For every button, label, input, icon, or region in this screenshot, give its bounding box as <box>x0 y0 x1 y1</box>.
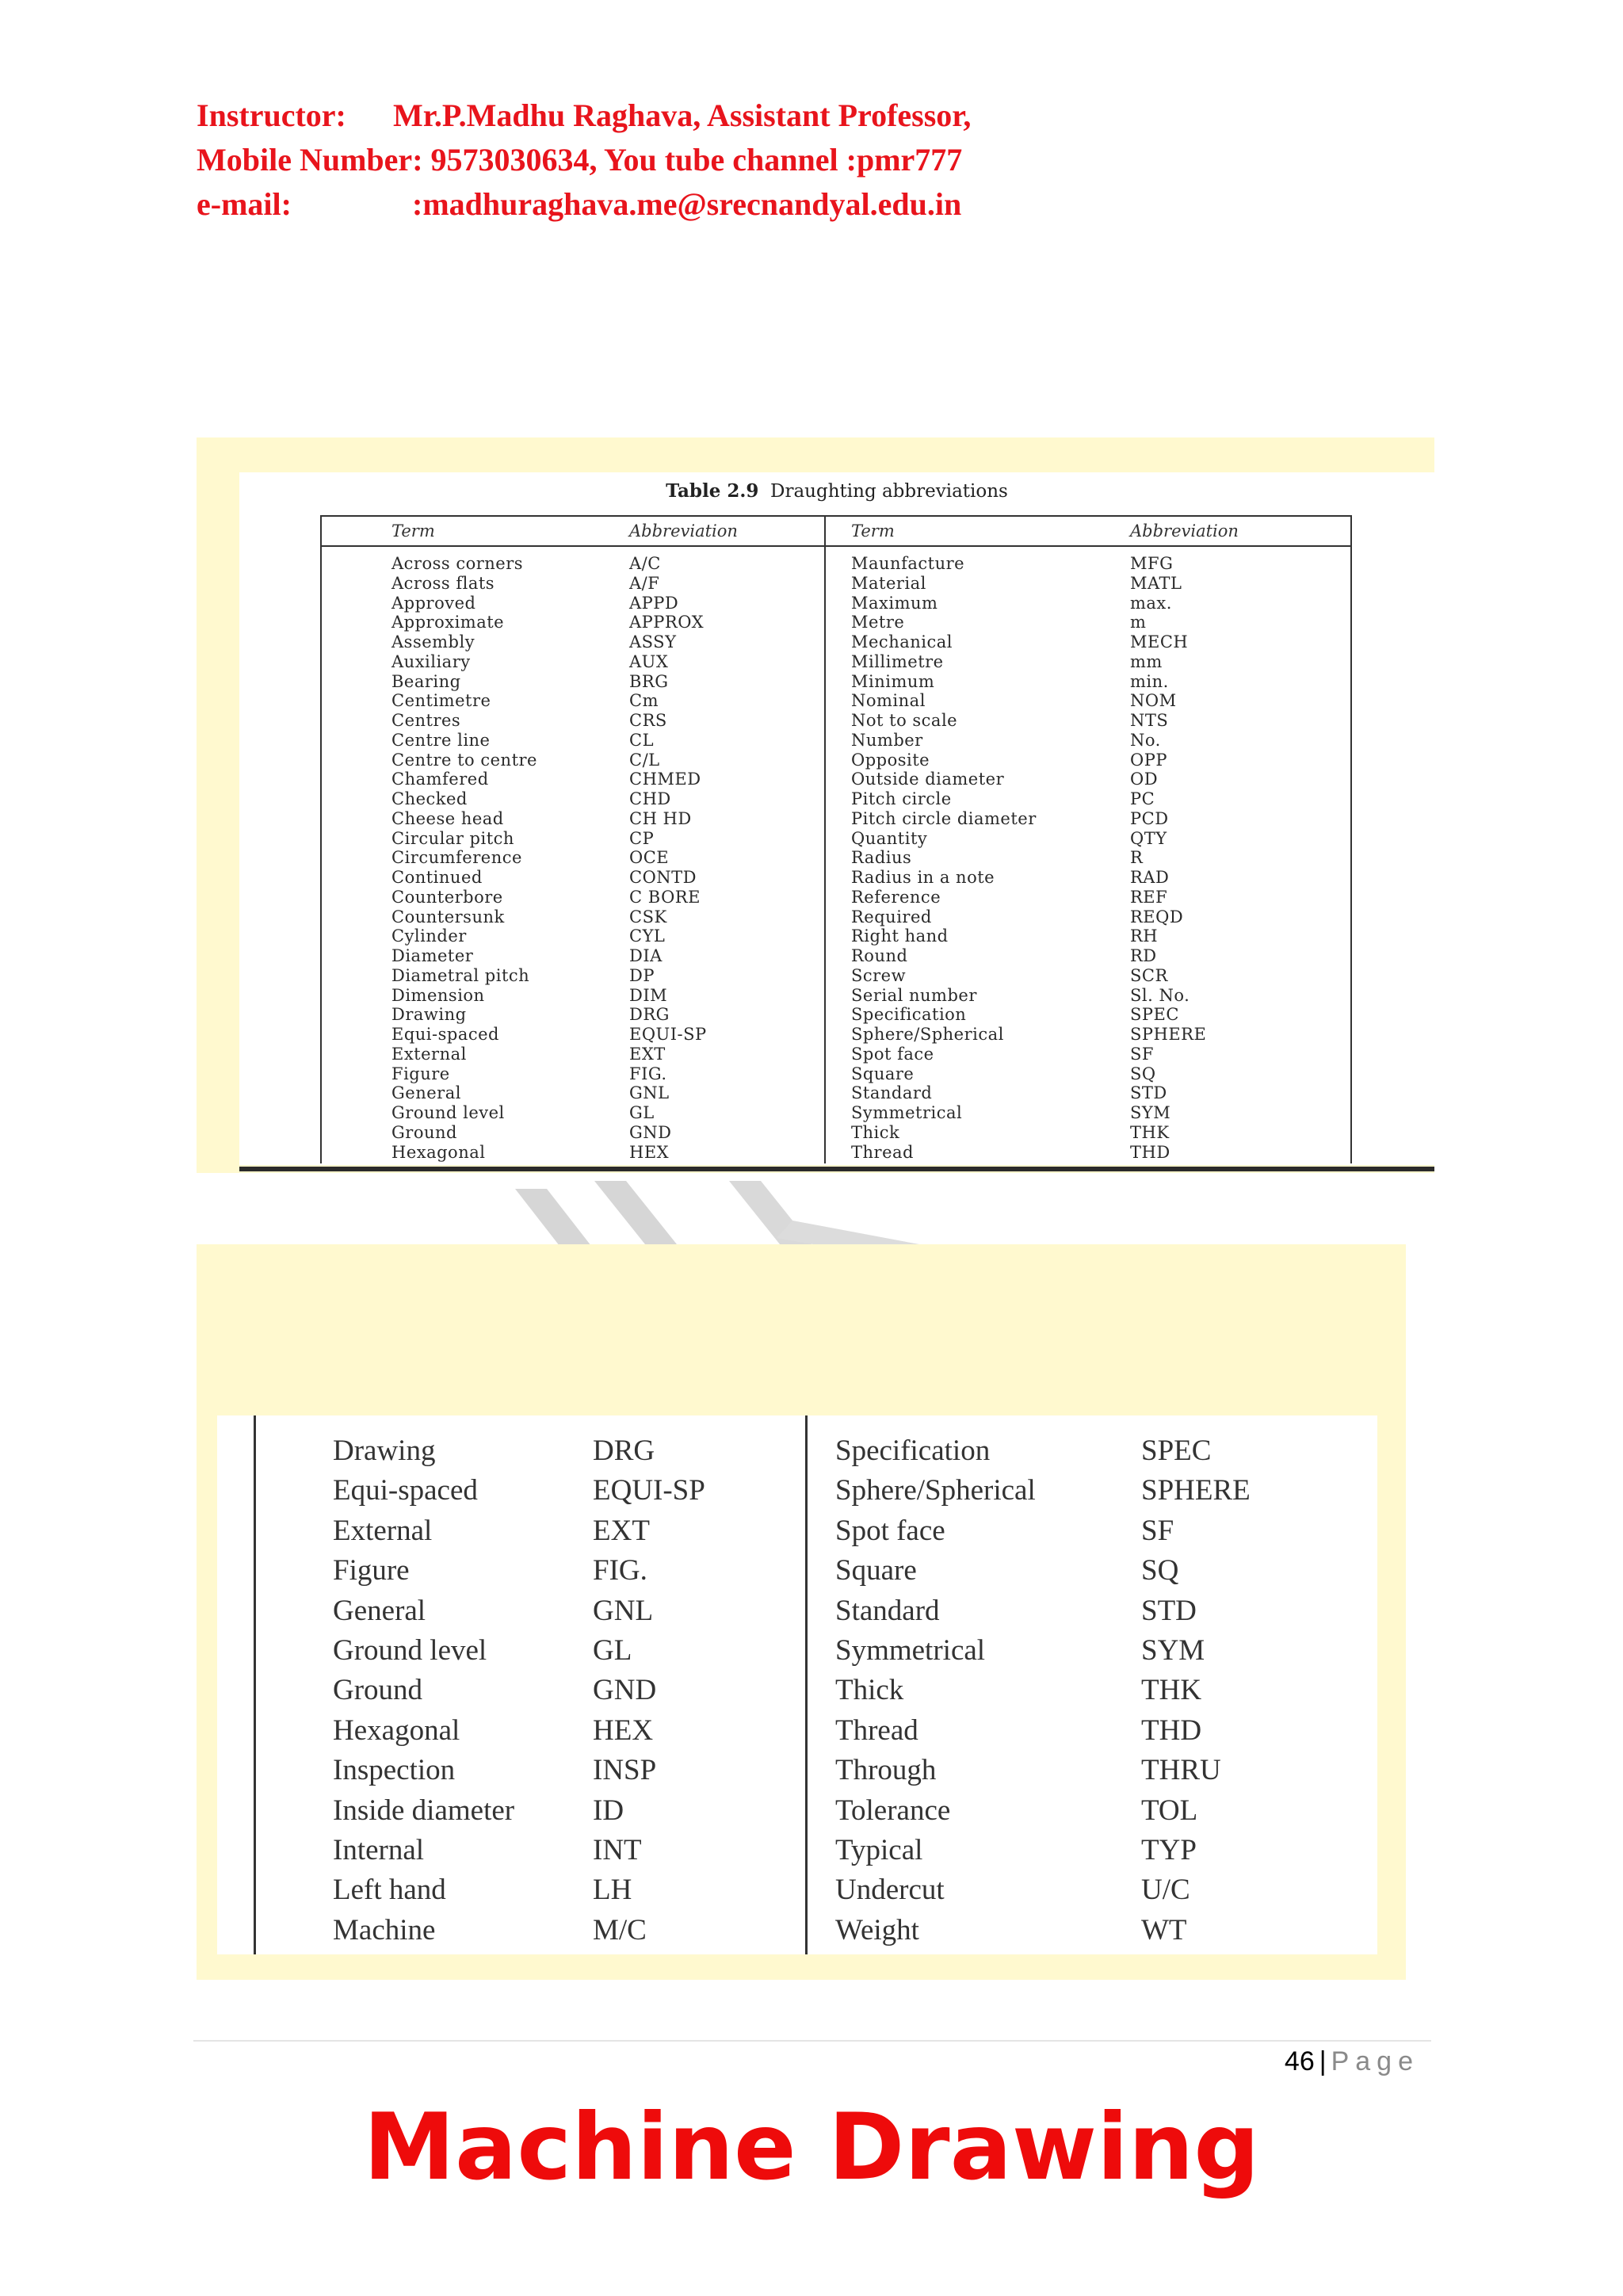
abbreviation-cell: CRS <box>629 711 667 730</box>
term-cell: Square <box>835 1554 917 1587</box>
abbreviation-cell: CYL <box>629 926 666 946</box>
abbreviation-cell: R <box>1130 848 1144 868</box>
term-cell: Left hand <box>333 1874 446 1907</box>
term-cell: Quantity <box>851 828 928 848</box>
abbreviation-cell: SF <box>1141 1514 1174 1547</box>
term-cell: Round <box>851 946 908 965</box>
term-cell: Pitch circle <box>851 789 952 808</box>
term-cell: Checked <box>391 789 468 808</box>
abbreviations-table-continued <box>217 1415 1377 1954</box>
abbreviation-cell: GNL <box>593 1594 654 1627</box>
abbreviation-cell: CHD <box>629 789 671 808</box>
abbreviation-cell: APPROX <box>629 613 705 632</box>
term-cell: Through <box>835 1754 937 1787</box>
term-cell: Machine <box>333 1913 436 1946</box>
footer-title: Machine Drawing <box>363 2094 1260 2201</box>
abbreviation-cell: RAD <box>1130 868 1170 887</box>
term-cell: Counterbore <box>391 887 503 907</box>
header-term-right: Term <box>851 521 895 541</box>
term-cell: Circular pitch <box>391 828 514 848</box>
abbreviation-cell: DIM <box>629 985 668 1005</box>
term-cell: Diameter <box>391 946 474 965</box>
term-cell: Specification <box>835 1435 991 1467</box>
table-image-panel-2 <box>197 1244 1406 1980</box>
abbreviation-cell: min. <box>1130 671 1169 691</box>
term-column-right <box>851 554 1037 1162</box>
term-cell: External <box>391 1044 467 1064</box>
abbreviation-cell: INT <box>593 1834 642 1867</box>
term-cell: Inspection <box>333 1754 456 1787</box>
term-cell: Ground level <box>333 1634 487 1668</box>
abbreviation-cell: FIG. <box>629 1064 667 1083</box>
abbreviation-cell: SPEC <box>1130 1005 1179 1025</box>
abbreviation-cell: THD <box>1141 1713 1202 1747</box>
abbreviation-cell: mm <box>1130 651 1163 671</box>
term-cell: Cheese head <box>391 808 504 828</box>
abbreviation-cell: WT <box>1141 1913 1187 1946</box>
term-cell: Opposite <box>851 750 930 770</box>
term-cell: Auxiliary <box>391 651 471 671</box>
term-cell: Maunfacture <box>851 554 965 573</box>
abbreviation-cell: ID <box>593 1794 624 1827</box>
abbreviation-cell: LH <box>593 1874 632 1907</box>
term-cell: Weight <box>835 1913 919 1946</box>
abbreviation-cell: SYM <box>1141 1634 1205 1668</box>
table-bottom-bar <box>239 1167 1434 1171</box>
abbreviation-cell: SPHERE <box>1141 1474 1251 1507</box>
abbreviation-cell: C BORE <box>629 887 701 907</box>
abbreviation-cell: BRG <box>629 671 669 691</box>
abbreviation-cell: REF <box>1130 887 1168 907</box>
abbreviation-cell: DRG <box>629 1005 670 1025</box>
abbreviation-cell: M/C <box>593 1913 647 1946</box>
abbreviation-column-right <box>1130 554 1206 1162</box>
term-cell: Hexagonal <box>333 1713 460 1747</box>
term-cell: Millimetre <box>851 651 944 671</box>
abbreviation-cell: APPD <box>629 593 679 613</box>
term-cell: Approximate <box>391 613 505 632</box>
abbreviation-cell: A/F <box>629 573 660 593</box>
abbreviation-cell: A/C <box>629 554 661 573</box>
abbreviation-cell: DIA <box>629 946 663 965</box>
term-cell: Circumference <box>391 848 522 868</box>
term-cell: Centres <box>391 711 461 730</box>
page-label: Page <box>1331 2046 1419 2076</box>
term-column-left <box>333 1431 514 1950</box>
term-cell: Not to scale <box>851 711 958 730</box>
abbreviation-cell: CP <box>629 828 655 848</box>
term-cell: Centre line <box>391 730 491 750</box>
abbreviation-cell: STD <box>1130 1083 1167 1103</box>
abbreviation-cell: GND <box>593 1674 657 1707</box>
abbreviation-cell: INSP <box>593 1754 657 1787</box>
term-cell: Tolerance <box>835 1794 951 1827</box>
footer-divider <box>193 2040 1431 2042</box>
abbreviation-cell: QTY <box>1130 828 1167 848</box>
abbreviation-cell: DRG <box>593 1435 655 1467</box>
abbreviation-cell: SPHERE <box>1130 1025 1207 1044</box>
term-cell: Serial number <box>851 985 977 1005</box>
instructor-value: Mr.P.Madhu Raghava, Assistant Professor, <box>393 97 972 133</box>
term-cell: Thread <box>835 1713 918 1747</box>
abbreviation-cell: DP <box>629 965 655 985</box>
abbreviation-cell: TYP <box>1141 1834 1197 1867</box>
abbreviation-cell: MATL <box>1130 573 1182 593</box>
abbreviation-cell: HEX <box>629 1142 670 1162</box>
abbreviation-cell: OCE <box>629 848 670 868</box>
term-cell: Assembly <box>391 632 475 651</box>
abbreviation-cell: RH <box>1130 926 1159 946</box>
abbreviation-column-right <box>1141 1431 1251 1950</box>
abbreviation-cell: max. <box>1130 593 1172 613</box>
term-cell: Minimum <box>851 671 935 691</box>
term-cell: Screw <box>851 965 907 985</box>
term-column-left <box>391 554 537 1162</box>
table-caption <box>239 480 1434 502</box>
term-cell: Typical <box>835 1834 923 1867</box>
abbreviation-cell: CHMED <box>629 770 701 789</box>
abbreviation-cell: EQUI-SP <box>593 1474 705 1507</box>
abbreviation-cell: EXT <box>593 1514 650 1547</box>
term-cell: Bearing <box>391 671 461 691</box>
term-cell: Inside diameter <box>333 1794 515 1827</box>
abbreviation-cell: ASSY <box>629 632 677 651</box>
table-caption-number: Table 2.9 <box>666 480 759 502</box>
term-cell: Dimension <box>391 985 485 1005</box>
term-cell: Metre <box>851 613 905 632</box>
abbreviation-cell: FIG. <box>593 1554 647 1587</box>
term-cell: Undercut <box>835 1874 945 1907</box>
term-cell: Reference <box>851 887 941 907</box>
abbreviation-cell: U/C <box>1141 1874 1190 1907</box>
abbreviation-cell: EQUI-SP <box>629 1025 707 1044</box>
term-cell: Standard <box>851 1083 933 1103</box>
term-cell: Ground level <box>391 1103 505 1122</box>
email-line <box>197 182 971 227</box>
term-cell: Continued <box>391 868 483 887</box>
abbreviation-cell: GL <box>593 1634 632 1668</box>
term-cell: Thick <box>851 1122 900 1142</box>
term-cell: Thick <box>835 1674 904 1707</box>
instructor-label: Instructor: <box>197 97 346 133</box>
abbreviation-cell: EXT <box>629 1044 666 1064</box>
term-cell: Cylinder <box>391 926 467 946</box>
page-separator: | <box>1319 2046 1327 2076</box>
abbreviation-cell: SQ <box>1130 1064 1156 1083</box>
term-cell: Diametral pitch <box>391 965 530 985</box>
table-image-panel-1 <box>197 437 1434 1173</box>
term-cell: Symmetrical <box>835 1634 986 1668</box>
header-abbreviation-left: Abbreviation <box>629 521 738 541</box>
term-cell: Internal <box>333 1834 425 1867</box>
term-cell: Approved <box>391 593 476 613</box>
term-cell: Required <box>851 907 932 926</box>
abbreviation-column-left <box>629 554 707 1162</box>
term-cell: Spot face <box>851 1044 934 1064</box>
table-middle-divider <box>824 515 826 1163</box>
abbreviation-cell: SF <box>1130 1044 1154 1064</box>
term-cell: Number <box>851 730 923 750</box>
abbreviation-column-left <box>593 1431 705 1950</box>
term-cell: Centre to centre <box>391 750 537 770</box>
term-cell: Mechanical <box>851 632 953 651</box>
abbreviation-cell: SQ <box>1141 1554 1179 1587</box>
abbreviation-cell: SCR <box>1130 965 1168 985</box>
term-cell: Across corners <box>391 554 524 573</box>
instructor-line <box>197 94 971 138</box>
table-top-rule <box>320 515 1352 517</box>
abbreviation-cell: NOM <box>1130 691 1177 711</box>
abbreviation-cell: CH HD <box>629 808 692 828</box>
term-cell: Pitch circle diameter <box>851 808 1037 828</box>
abbreviation-cell: NTS <box>1130 711 1169 730</box>
header-abbreviation-right: Abbreviation <box>1130 521 1239 541</box>
abbreviation-cell: TOL <box>1141 1794 1198 1827</box>
abbreviation-cell: Cm <box>629 691 659 711</box>
abbreviation-cell: SYM <box>1130 1103 1171 1122</box>
abbreviation-cell: Sl. No. <box>1130 985 1190 1005</box>
term-cell: Thread <box>851 1142 914 1162</box>
page-number-value: 46 <box>1284 2046 1315 2076</box>
table-header-rule <box>320 545 1352 547</box>
term-cell: Equi-spaced <box>333 1474 478 1507</box>
abbreviation-cell: C/L <box>629 750 660 770</box>
term-cell: Material <box>851 573 926 593</box>
instructor-header <box>197 94 971 227</box>
term-cell: Sphere/Spherical <box>835 1474 1036 1507</box>
abbreviation-cell: CSK <box>629 907 667 926</box>
table-caption-text: Draughting abbreviations <box>770 481 1008 502</box>
term-cell: Radius in a note <box>851 868 995 887</box>
abbreviation-cell: GNL <box>629 1083 670 1103</box>
abbreviation-cell: PC <box>1130 789 1155 808</box>
page-number <box>1285 2046 1419 2077</box>
abbreviation-cell: PCD <box>1130 808 1169 828</box>
term-cell: Equi-spaced <box>391 1025 499 1044</box>
term-cell: Square <box>851 1064 915 1083</box>
term-cell: Chamfered <box>391 770 489 789</box>
abbreviation-cell: m <box>1130 613 1147 632</box>
term-cell: Sphere/Spherical <box>851 1025 1004 1044</box>
abbreviation-cell: CONTD <box>629 868 697 887</box>
term-cell: Outside diameter <box>851 770 1005 789</box>
abbreviation-cell: THRU <box>1141 1754 1221 1787</box>
table-left-border <box>320 515 322 1163</box>
term-cell: Figure <box>333 1554 410 1587</box>
term-cell: Countersunk <box>391 907 505 926</box>
abbreviation-cell: SPEC <box>1141 1435 1212 1467</box>
abbreviation-cell: THD <box>1130 1142 1170 1162</box>
table2-left-border <box>254 1415 256 1954</box>
term-cell: Radius <box>851 848 912 868</box>
abbreviation-cell: OD <box>1130 770 1159 789</box>
term-cell: Figure <box>391 1064 450 1083</box>
abbreviation-cell: HEX <box>593 1713 654 1747</box>
term-cell: Nominal <box>851 691 926 711</box>
abbreviation-cell: CL <box>629 730 655 750</box>
term-cell: External <box>333 1514 433 1547</box>
abbreviation-cell: No. <box>1130 730 1161 750</box>
email-label: e-mail: <box>197 186 292 222</box>
term-cell: Drawing <box>333 1435 436 1467</box>
abbreviation-cell: AUX <box>629 651 669 671</box>
abbreviation-cell: REQD <box>1130 907 1184 926</box>
abbreviation-cell: RD <box>1130 946 1157 965</box>
header-term-left: Term <box>391 521 435 541</box>
term-cell: Maximum <box>851 593 938 613</box>
term-cell: Across flats <box>391 573 495 593</box>
abbreviation-cell: THK <box>1130 1122 1170 1142</box>
term-cell: General <box>333 1594 426 1627</box>
abbreviation-cell: GL <box>629 1103 655 1122</box>
draughting-abbreviations-table <box>239 472 1434 1165</box>
term-column-right <box>835 1431 1036 1950</box>
abbreviation-cell: OPP <box>1130 750 1167 770</box>
term-cell: Standard <box>835 1594 940 1627</box>
term-cell: Hexagonal <box>391 1142 486 1162</box>
table-right-border <box>1350 515 1352 1163</box>
term-cell: Symmetrical <box>851 1103 963 1122</box>
term-cell: Specification <box>851 1005 967 1025</box>
abbreviation-cell: GND <box>629 1122 672 1142</box>
term-cell: Drawing <box>391 1005 467 1025</box>
term-cell: Ground <box>333 1674 423 1707</box>
abbreviation-cell: MECH <box>1130 632 1189 651</box>
term-cell: General <box>391 1083 461 1103</box>
term-cell: Right hand <box>851 926 949 946</box>
mobile-line: Mobile Number: 9573030634, You tube channel :pmr777 <box>197 142 963 178</box>
abbreviation-cell: THK <box>1141 1674 1202 1707</box>
term-cell: Centimetre <box>391 691 491 711</box>
abbreviation-cell: MFG <box>1130 554 1174 573</box>
term-cell: Spot face <box>835 1514 945 1547</box>
email-value: :madhuraghava.me@srecnandyal.edu.in <box>412 186 962 222</box>
term-cell: Ground <box>391 1122 457 1142</box>
table2-middle-divider <box>805 1415 808 1954</box>
abbreviation-cell: STD <box>1141 1594 1197 1627</box>
